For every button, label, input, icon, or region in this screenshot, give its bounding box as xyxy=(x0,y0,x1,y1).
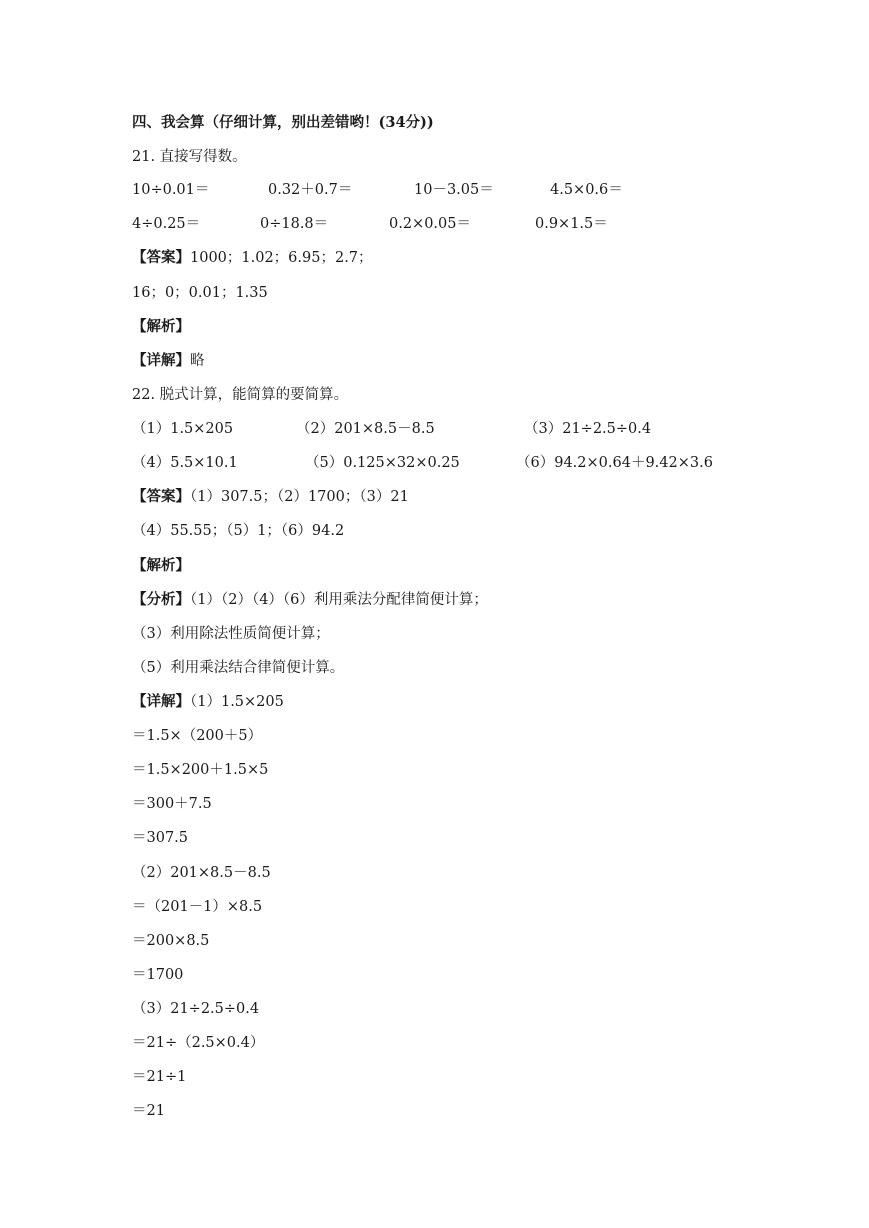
q22-answer-line2: （4）55.55；（5）1；（6）94.2 xyxy=(132,523,345,539)
detail-step: ＝21 xyxy=(132,1103,165,1119)
q22-analysis-tag: 【解析】 xyxy=(132,557,190,574)
q22-item-4: （4）5.5×10.1 xyxy=(132,455,238,471)
q22-detail xyxy=(132,693,284,711)
detail-step: ＝（201－1）×8.5 xyxy=(132,899,263,915)
q22-answer xyxy=(132,488,409,506)
detail-step: ＝1700 xyxy=(132,967,184,983)
q21-item-7: 0.2×0.05＝ xyxy=(389,216,471,232)
q21-item-4: 4.5×0.6＝ xyxy=(550,182,623,198)
answer-tag: 【答案】 xyxy=(132,488,190,505)
q22-item-3: （3）21÷2.5÷0.4 xyxy=(524,421,652,437)
fenxi-tag: 【分析】 xyxy=(132,591,190,608)
q22-item-2: （2）201×8.5－8.5 xyxy=(296,421,435,437)
detail-step: （1）1.5×205 xyxy=(190,694,284,710)
question-21-prompt: 21. 直接写得数。 xyxy=(132,149,247,165)
detail-step: （2）201×8.5－8.5 xyxy=(132,865,271,881)
detail-step: ＝1.5×200＋1.5×5 xyxy=(132,762,269,778)
detail-text: 略 xyxy=(190,353,205,369)
q21-item-6: 0÷18.8＝ xyxy=(260,216,329,232)
q21-item-1: 10÷0.01＝ xyxy=(132,182,210,198)
q22-fenxi xyxy=(132,591,488,609)
detail-step: ＝1.5×（200＋5） xyxy=(132,728,263,744)
q21-item-3: 10－3.05＝ xyxy=(414,182,494,198)
q21-analysis-tag: 【解析】 xyxy=(132,318,190,335)
detail-step: ＝21÷1 xyxy=(132,1069,187,1085)
answer-text: 1000；1.02；6.95；2.7； xyxy=(190,250,373,266)
section-title: 四、我会算（仔细计算，别出差错哟！(34分)) xyxy=(132,114,434,131)
q22-item-5: （5）0.125×32×0.25 xyxy=(305,455,460,471)
detail-step: ＝200×8.5 xyxy=(132,933,210,949)
detail-step: （3）21÷2.5÷0.4 xyxy=(132,1001,260,1017)
q21-detail xyxy=(132,352,205,370)
q21-item-5: 4÷0.25＝ xyxy=(132,216,201,232)
detail-step: ＝307.5 xyxy=(132,830,189,846)
detail-step: ＝21÷（2.5×0.4） xyxy=(132,1035,265,1051)
q22-fenxi-3: （5）利用乘法结合律简便计算。 xyxy=(132,660,345,676)
q21-item-2: 0.32＋0.7＝ xyxy=(268,182,353,198)
detail-tag: 【详解】 xyxy=(132,693,190,710)
fenxi-text: （1）（2）（4）（6）利用乘法分配律简便计算； xyxy=(190,592,488,608)
q22-fenxi-2: （3）利用除法性质简便计算； xyxy=(132,626,330,642)
q21-answer-line2: 16；0；0.01；1.35 xyxy=(132,285,268,301)
detail-tag: 【详解】 xyxy=(132,352,190,369)
answer-text: （1）307.5；（2）1700；（3）21 xyxy=(190,489,409,505)
q21-item-8: 0.9×1.5＝ xyxy=(535,216,608,232)
q22-item-1: （1）1.5×205 xyxy=(132,421,234,437)
detail-step: ＝300＋7.5 xyxy=(132,796,212,812)
q21-answer xyxy=(132,249,373,267)
answer-tag: 【答案】 xyxy=(132,249,190,266)
question-22-prompt: 22. 脱式计算，能简算的要简算。 xyxy=(132,387,349,403)
q22-item-6: （6）94.2×0.64＋9.42×3.6 xyxy=(516,455,713,471)
